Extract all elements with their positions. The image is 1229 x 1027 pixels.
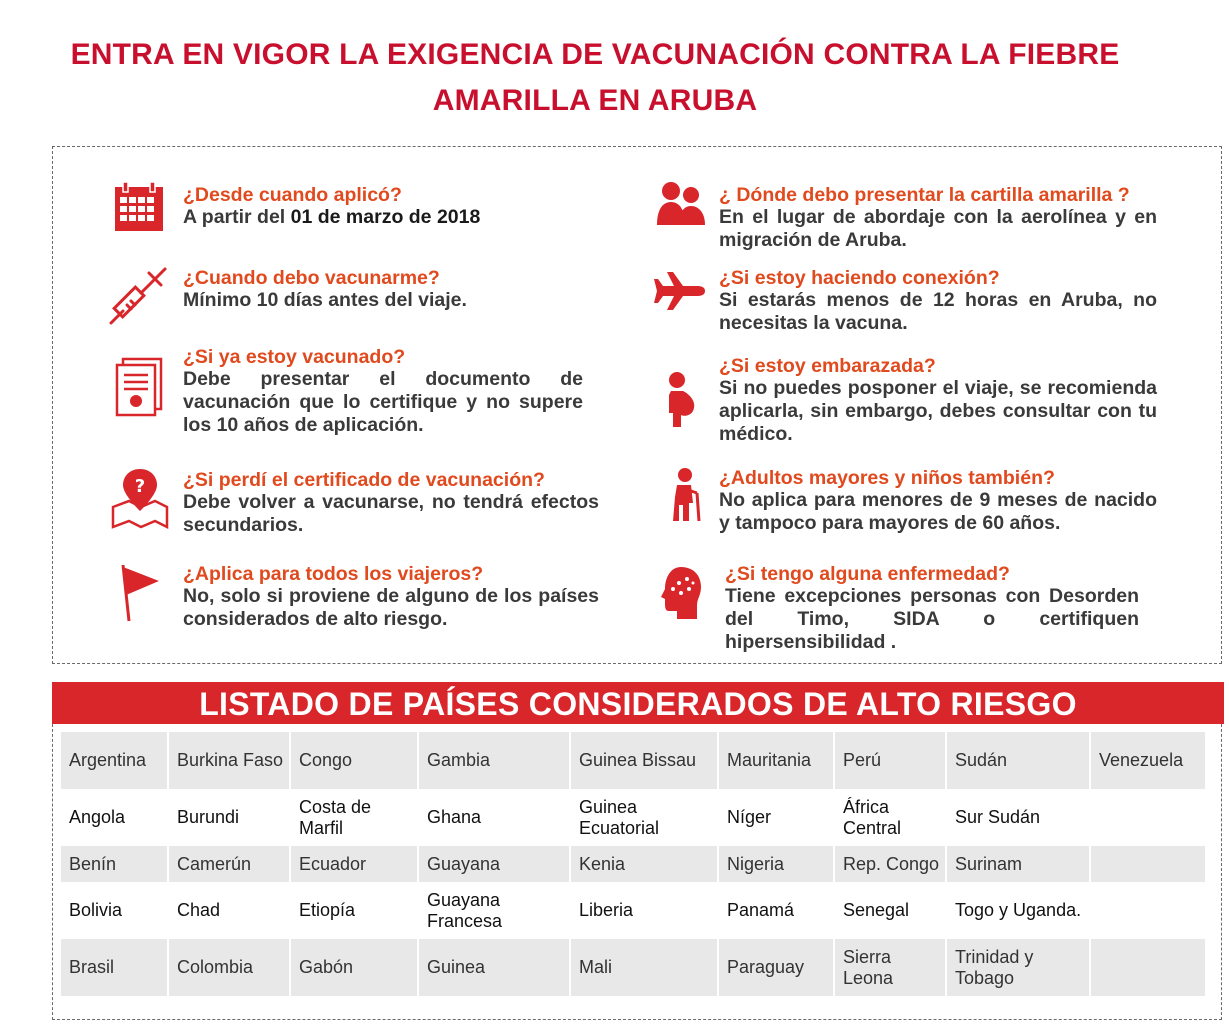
country-cell: Sudán (947, 732, 1089, 789)
faq-item-when-vaccinate (183, 267, 603, 312)
country-cell: Nigeria (719, 846, 833, 882)
faq-answer: Debe presentar el documento de vacunación que lo certifique y no supere los 10 años de aplicación. (183, 368, 583, 436)
faq-answer: En el lugar de abordaje con la aerolínea y en migración de Aruba. (719, 206, 1157, 251)
faq-answer: Si no puedes posponer el viaje, se recomienda aplicarla, sin embargo, debes consultar con tu médico. (719, 377, 1157, 445)
country-cell: Guinea (419, 939, 569, 996)
countries-table-panel (52, 724, 1222, 1020)
country-cell: Sur Sudán (947, 789, 1089, 846)
country-cell: Angola (61, 789, 167, 846)
faq-question: ¿Desde cuando aplicó? (183, 184, 402, 206)
country-cell: Guinea Bissau (571, 732, 717, 789)
faq-item-where-present (719, 184, 1157, 252)
country-cell: Burundi (169, 789, 289, 846)
faq-answer: Mínimo 10 días antes del viaje. (183, 289, 467, 311)
pregnant-icon (663, 371, 703, 429)
faq-item-lost-certificate (183, 469, 599, 537)
country-cell: Perú (835, 732, 945, 789)
country-cell: Venezuela (1091, 732, 1205, 789)
faq-item-already-vaccinated (183, 346, 583, 437)
country-cell: Surinam (947, 846, 1089, 882)
country-cell: Colombia (169, 939, 289, 996)
country-cell: Rep. Congo (835, 846, 945, 882)
faq-answer: Si estarás menos de 12 horas en Aruba, no necesitas la vacuna. (719, 289, 1157, 334)
country-cell: Ecuador (291, 846, 417, 882)
country-cell: Mauritania (719, 732, 833, 789)
country-cell: Guayana (419, 846, 569, 882)
faq-answer: Debe volver a vacunarse, no tendrá efectos secundarios. (183, 491, 599, 536)
elderly-icon (663, 467, 705, 523)
country-cell: Guayana Francesa (419, 882, 569, 939)
country-cell: Ghana (419, 789, 569, 846)
faq-question: ¿Si tengo alguna enfermedad? (725, 563, 1010, 585)
faq-question: ¿Si perdí el certificado de vacunación? (183, 469, 545, 491)
airplane-icon (653, 271, 707, 311)
table-row (61, 732, 1205, 789)
country-cell: Brasil (61, 939, 167, 996)
country-cell: África Central (835, 789, 945, 846)
lost-map-icon (109, 467, 171, 529)
faq-question: ¿Cuando debo vacunarme? (183, 267, 440, 289)
country-cell: Kenia (571, 846, 717, 882)
countries-banner: LISTADO DE PAÍSES CONSIDERADOS DE ALTO RIESGO (52, 682, 1224, 724)
country-cell: Bolivia (61, 882, 167, 939)
country-cell: Paraguay (719, 939, 833, 996)
table-row (61, 789, 1205, 846)
country-cell: Guinea Ecuatorial (571, 789, 717, 846)
country-cell: Camerún (169, 846, 289, 882)
certificate-icon (115, 357, 163, 417)
people-icon (655, 179, 707, 227)
country-cell: Burkina Faso (169, 732, 289, 789)
faq-item-pregnant (719, 355, 1157, 446)
sick-head-icon (659, 565, 705, 621)
country-cell (1091, 882, 1205, 939)
country-cell: Chad (169, 882, 289, 939)
country-cell: Gambia (419, 732, 569, 789)
countries-table (59, 732, 1207, 996)
country-cell: Etiopía (291, 882, 417, 939)
calendar-icon (113, 181, 165, 233)
page-title-line-1: ENTRA EN VIGOR LA EXIGENCIA DE VACUNACIÓN CONTRA LA FIEBRE (70, 38, 1120, 71)
faq-item-start-date (183, 184, 603, 229)
table-row (61, 846, 1205, 882)
country-cell: Benín (61, 846, 167, 882)
country-cell: Trinidad y Tobago (947, 939, 1089, 996)
faq-answer: No, solo si proviene de alguno de los países considerados de alto riesgo. (183, 585, 599, 630)
faq-question: ¿ Dónde debo presentar la cartilla amarilla ? (719, 184, 1130, 206)
faq-answer: A partir del 01 de marzo de 2018 (183, 206, 481, 228)
faq-question: ¿Si ya estoy vacunado? (183, 346, 406, 368)
faq-question: ¿Aplica para todos los viajeros? (183, 563, 484, 585)
country-cell: Senegal (835, 882, 945, 939)
country-cell: Togo y Uganda. (947, 882, 1089, 939)
country-cell: Gabón (291, 939, 417, 996)
faq-question: ¿Si estoy embarazada? (719, 355, 936, 377)
country-cell: Argentina (61, 732, 167, 789)
country-cell: Panamá (719, 882, 833, 939)
faq-answer: No aplica para menores de 9 meses de nacido y tampoco para mayores de 60 años. (719, 489, 1157, 534)
table-row (61, 939, 1205, 996)
faq-item-disease (725, 563, 1139, 654)
page-title-line-2: AMARILLA EN ARUBA (432, 84, 758, 117)
faq-answer: Tiene excepciones personas con Desorden del Timo, SIDA o certifiquen hipersensibilidad . (725, 585, 1139, 653)
country-cell: Mali (571, 939, 717, 996)
faq-question: ¿Si estoy haciendo conexión? (719, 267, 1000, 289)
faq-item-connection (719, 267, 1157, 335)
faq-item-elderly-children (719, 467, 1157, 535)
country-cell: Sierra Leona (835, 939, 945, 996)
syringe-icon (109, 265, 169, 325)
faq-panel (52, 146, 1222, 664)
faq-item-all-travelers (183, 563, 599, 631)
flag-icon (117, 563, 161, 623)
country-cell: Costa de Marfil (291, 789, 417, 846)
table-row (61, 882, 1205, 939)
faq-question: ¿Adultos mayores y niños también? (719, 467, 1055, 489)
country-cell: Liberia (571, 882, 717, 939)
svg-text:?: ? (134, 476, 146, 497)
country-cell (1091, 846, 1205, 882)
country-cell (1091, 789, 1205, 846)
country-cell: Níger (719, 789, 833, 846)
country-cell (1091, 939, 1205, 996)
country-cell: Congo (291, 732, 417, 789)
